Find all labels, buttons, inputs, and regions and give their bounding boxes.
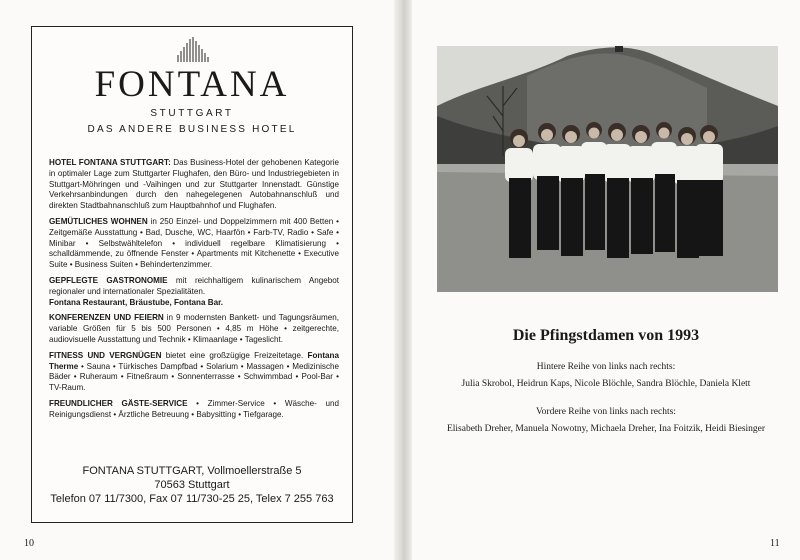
hotel-address	[32, 464, 352, 506]
section-heading: GEMÜTLICHES WOHNEN	[49, 216, 148, 226]
section-text: bietet eine großzügige Freizeitetage.	[161, 350, 304, 360]
section-hotel	[49, 158, 339, 212]
address-contact: Telefon 07 11/7300, Fax 07 11/730-25 25, Telex 7 255 763	[50, 493, 334, 505]
front-row-label: Vordere Reihe von links nach rechts:	[536, 407, 676, 417]
group-photo	[437, 46, 778, 292]
hotel-description	[49, 158, 339, 426]
section-konferenzen	[49, 313, 339, 345]
front-row-names: Elisabeth Dreher, Manuela Nowotny, Michaela Dreher, Ina Foitzik, Heidi Biesinger	[446, 424, 766, 434]
group-photo-image	[437, 46, 778, 292]
right-page	[412, 0, 800, 560]
section-text: Das Business-Hotel der gehobenen Kategorie in optimaler Lage zum Stuttgarter Flughafen, den Büro- und Industriegebieten in Stuttgart-Möhringen und -Vaihingen und zur Stuttgarter Innenstadt. Günstige Verkehrsanbindungen durch den nahegelegenen Autobahnanschluß und direkten Stadtbahnanschluß zum Hauptbahnhof und Flughafen.	[49, 158, 339, 211]
section-text: mit reichhaltigem kulinarischem Angebot regionaler und internationaler Spezialitäten.	[49, 275, 339, 296]
page-number-right: 11	[770, 538, 780, 549]
hotel-advertisement	[31, 26, 353, 523]
hotel-city: STUTTGART	[150, 108, 234, 119]
section-text: • Zimmer-Service • Wäsche- und Reinigungsdienst • Ärztliche Betreuung • Babysitting • Tiefgarage.	[49, 398, 339, 419]
section-highlight: Fontana Therme	[49, 350, 339, 371]
address-street: FONTANA STUTTGART, Vollmoellerstraße 5	[82, 465, 302, 477]
fountain-logo-icon	[172, 35, 212, 63]
section-heading: HOTEL FONTANA STUTTGART:	[49, 158, 171, 167]
section-text: in 250 Einzel- und Doppelzimmern mit 400 Betten • Zeitgemäße Ausstattung • Bad, Dusche, WC, Haarfön • Farb-TV, Radio • Safe • Minibar • Selbstwähltelefon • individuell regelbare Klimatisierung • schalldämmende, zu öffnende Fenster • Apartments mit Kitchenette • Executive Suite • Business Suiten • Behindertenzimmer.	[49, 216, 339, 270]
section-heading: FREUNDLICHER GÄSTE-SERVICE	[49, 398, 188, 408]
section-highlight: Fontana Restaurant, Bräustube, Fontana Bar.	[49, 297, 224, 307]
address-city: 70563 Stuttgart	[154, 479, 230, 491]
left-page	[0, 0, 395, 560]
caption-title: Die Pfingstdamen von 1993	[512, 327, 700, 344]
section-gastronomie	[49, 276, 339, 308]
section-wohnen	[49, 217, 339, 271]
section-text: • Sauna • Türkisches Dampfbad • Solarium • Massagen • Medizinische Bäder • Ruheraum • Fitneßraum • Sonnenterrasse • Schwimmbad • Pool-Bar • TV-Raum.	[49, 361, 339, 393]
section-heading: FITNESS UND VERGNÜGEN	[49, 350, 162, 360]
section-text: in 9 modernsten Bankett- und Tagungsräumen, variable Größen für 5 bis 500 Personen • 4,85 m Höhe • zeitgerechte, audiovisuelle Ausstattung und Technik • Klimaanlage • Tageslicht.	[49, 313, 339, 344]
section-fitness	[49, 351, 339, 394]
book-gutter	[394, 0, 412, 560]
hotel-brand-name: FONTANA	[94, 64, 290, 105]
section-heading: GEPFLEGTE GASTRONOMIE	[49, 275, 168, 285]
section-heading: KONFERENZEN UND FEIERN	[49, 313, 164, 323]
hotel-logo	[32, 35, 352, 136]
hotel-tagline: DAS ANDERE BUSINESS HOTEL	[87, 124, 297, 135]
back-row-label: Hintere Reihe von links nach rechts:	[536, 362, 676, 372]
page-number-left: 10	[24, 538, 34, 549]
section-service	[49, 399, 339, 421]
back-row-names: Julia Skrobol, Heidrun Kaps, Nicole Blöchle, Sandra Blöchle, Daniela Klett	[461, 379, 751, 389]
